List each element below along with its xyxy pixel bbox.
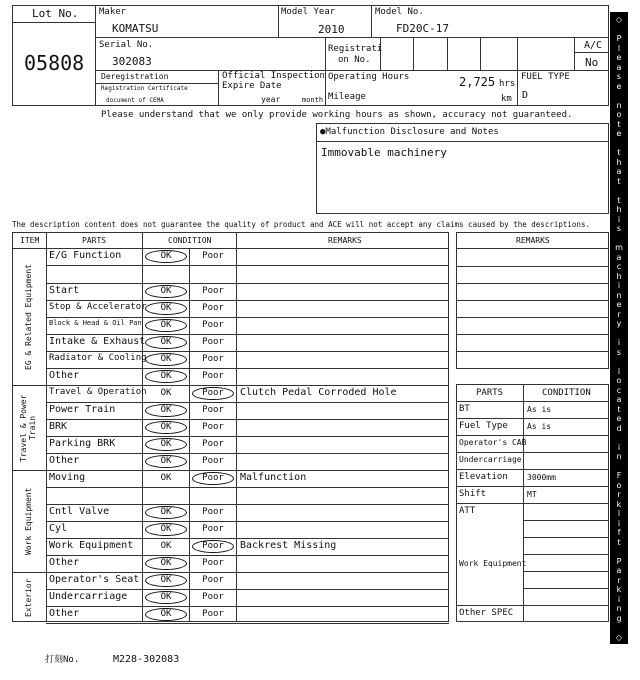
poor-option[interactable]: Poor: [202, 609, 224, 619]
month-label: month: [302, 96, 324, 104]
group-travel-label: Travel & Power Train: [19, 394, 37, 462]
poor-option[interactable]: Poor: [192, 387, 234, 400]
sidebar-notice: [610, 12, 628, 644]
sidebar-char: t: [617, 176, 621, 186]
malfunction-text: Immovable machinery: [321, 146, 447, 159]
poor-option[interactable]: Poor: [202, 439, 224, 449]
ok-option[interactable]: OK: [145, 404, 187, 417]
row-part-label: Cyl: [49, 523, 68, 534]
group-eg-label: EG & Related Equipment: [24, 264, 33, 371]
spec-att-label: ATT: [459, 506, 476, 516]
sidebar-char: t: [617, 148, 621, 158]
registration-cert-label: Registration Certificate: [101, 85, 188, 92]
group-exterior-label: Exterior: [24, 578, 33, 618]
ok-option[interactable]: OK: [145, 438, 187, 451]
mileage-label: Mileage: [328, 92, 366, 102]
row-part-label: Travel & Operation: [49, 387, 147, 397]
sidebar-char: t: [617, 195, 621, 205]
row-part-label: Start: [49, 285, 80, 296]
poor-option[interactable]: Poor: [202, 405, 224, 415]
group-work-label: Work Equipment: [24, 487, 33, 555]
disclaimer-text: The description content does not guarantee the quality of product and ACE will not accept any claims caused by the descriptions.: [12, 220, 590, 229]
sidebar-char: r: [617, 309, 621, 319]
spec-other-label: Other SPEC: [459, 608, 514, 618]
row-part-label: Block & Head & Oil Pan: [49, 319, 142, 327]
sidebar-char: h: [616, 157, 622, 167]
model-year-value: 2010: [318, 23, 345, 36]
ok-option[interactable]: OK: [145, 336, 187, 349]
sidebar-char: d: [616, 423, 622, 433]
table-row: [46, 283, 449, 300]
sidebar-char: o: [616, 110, 622, 120]
year-label: year: [261, 95, 281, 104]
ok-option[interactable]: OK: [145, 557, 187, 570]
sidebar-char: e: [616, 129, 622, 139]
model-no-value: FD20C-17: [396, 22, 449, 35]
row-part-label: Undercarriage: [49, 591, 128, 602]
sidebar-char: y: [616, 319, 622, 329]
stamp-label: 打刻No.: [45, 655, 80, 665]
row-part-label: Other: [49, 455, 80, 466]
sidebar-char: o: [616, 480, 622, 490]
spec-parts-header: PARTS: [476, 388, 504, 398]
registration-label-2: on No.: [338, 55, 371, 65]
item-header: ITEM: [20, 236, 40, 245]
sidebar-char: n: [616, 452, 622, 462]
ok-option[interactable]: OK: [145, 608, 187, 621]
sidebar-char: k: [616, 585, 622, 595]
row-part-label: Cntl Valve: [49, 506, 110, 517]
spec-shift-label: Shift: [459, 489, 487, 499]
deregistration-label: Deregistration: [101, 72, 169, 81]
row-part-label: Other: [49, 370, 80, 381]
poor-option[interactable]: Poor: [202, 507, 224, 517]
ok-option[interactable]: OK: [145, 574, 187, 587]
sidebar-char: l: [617, 366, 621, 376]
ok-option[interactable]: OK: [145, 319, 187, 332]
sidebar-char: ◇: [615, 633, 623, 642]
sidebar-char: i: [617, 214, 621, 224]
sidebar-char: ◇: [615, 15, 623, 24]
model-year-label: Model Year: [281, 7, 336, 17]
sidebar-char: k: [616, 499, 622, 509]
spec-fuel-value: As is: [527, 422, 552, 431]
sidebar-char: n: [616, 604, 622, 614]
sidebar-char: n: [616, 290, 622, 300]
mileage-unit: km: [501, 94, 512, 104]
ok-option[interactable]: OK: [160, 388, 172, 398]
row-part-label: Radiator & Cooling: [49, 353, 147, 363]
ok-option[interactable]: OK: [145, 285, 187, 298]
parts-header: PARTS: [82, 236, 107, 245]
poor-option[interactable]: Poor: [192, 540, 234, 553]
spec-work-equipment-label: Work Equipment: [459, 559, 527, 568]
poor-option[interactable]: Poor: [202, 592, 224, 602]
poor-option[interactable]: Poor: [202, 303, 224, 313]
poor-option[interactable]: Poor: [202, 286, 224, 296]
ok-option[interactable]: OK: [145, 421, 187, 434]
sidebar-char: e: [616, 300, 622, 310]
spec-undercarriage-label: Undercarriage: [459, 455, 522, 464]
sidebar-char: a: [616, 252, 622, 262]
poor-option[interactable]: Poor: [202, 337, 224, 347]
notice-text: Please understand that we only provide working hours as shown, accuracy not guaranteed.: [101, 110, 573, 120]
table-row: [46, 368, 449, 385]
sidebar-char: i: [617, 338, 621, 348]
table-row: [46, 419, 449, 436]
serial-label: Serial No.: [99, 40, 154, 50]
sidebar-char: F: [616, 471, 622, 481]
remarks-header-2: REMARKS: [516, 236, 550, 245]
sidebar-char: h: [616, 205, 622, 215]
maker-label: Maker: [99, 7, 127, 17]
sidebar-char: c: [616, 385, 622, 395]
fuel-type-label: FUEL TYPE: [521, 72, 570, 82]
lot-label: Lot No.: [32, 7, 79, 20]
sidebar-char: i: [617, 518, 621, 528]
row-part-label: Parking BRK: [49, 438, 116, 449]
spec-elevation-value: 3000mm: [527, 473, 556, 482]
model-no-label: Model No.: [375, 7, 424, 17]
ok-option[interactable]: OK: [145, 523, 187, 536]
poor-option[interactable]: Poor: [202, 456, 224, 466]
sidebar-char: f: [617, 528, 621, 538]
ok-option[interactable]: OK: [145, 506, 187, 519]
row-remark: Clutch Pedal Corroded Hole: [240, 387, 397, 398]
row-part-label: Work Equipment: [49, 540, 134, 551]
cema-label: document of CEMA: [106, 97, 164, 104]
sidebar-char: o: [616, 376, 622, 386]
spec-shift-value: MT: [527, 490, 537, 499]
row-part-label: Moving: [49, 472, 86, 483]
sidebar-char: t: [617, 537, 621, 547]
inspection-label: Official Inspection: [222, 71, 325, 81]
poor-option[interactable]: Poor: [202, 354, 224, 364]
sidebar-char: h: [616, 271, 622, 281]
sidebar-char: a: [616, 62, 622, 72]
malfunction-title: ●Malfunction Disclosure and Notes: [320, 127, 499, 137]
lot-number: 05808: [24, 51, 85, 75]
row-part-label: Other: [49, 608, 80, 619]
sidebar-char: a: [616, 395, 622, 405]
serial-value: 302083: [112, 55, 152, 68]
table-row: [46, 521, 449, 538]
table-row: [46, 453, 449, 470]
operating-hours-label: Operating Hours: [328, 72, 410, 82]
sidebar-char: a: [616, 566, 622, 576]
stamp-number: M228-302083: [113, 654, 180, 665]
sidebar-char: s: [616, 72, 622, 82]
sidebar-char: l: [617, 509, 621, 519]
sidebar-char: g: [616, 613, 622, 623]
remarks-header: REMARKS: [328, 236, 362, 245]
spec-bt-value: As is: [527, 405, 552, 414]
poor-option[interactable]: Poor: [202, 558, 224, 568]
poor-option[interactable]: Poor: [202, 422, 224, 432]
fuel-type-value: D: [522, 90, 529, 101]
sidebar-char: r: [617, 575, 621, 585]
row-remark: Malfunction: [240, 472, 307, 483]
sidebar-char: m: [615, 243, 623, 253]
row-part-label: Power Train: [49, 404, 116, 415]
ok-option[interactable]: OK: [145, 302, 187, 315]
sidebar-char: c: [616, 262, 622, 272]
ok-option[interactable]: OK: [145, 455, 187, 468]
row-part-label: E/G Function: [49, 250, 122, 261]
spec-elevation-label: Elevation: [459, 472, 508, 482]
sidebar-char: n: [616, 100, 622, 110]
row-part-label: Stop & Accelerator: [49, 302, 147, 312]
sidebar-char: l: [617, 43, 621, 53]
sidebar-char: i: [617, 594, 621, 604]
ok-option[interactable]: OK: [160, 541, 172, 551]
row-part-label: Other: [49, 557, 80, 568]
poor-option[interactable]: Poor: [202, 251, 224, 261]
table-row: [46, 606, 449, 623]
sidebar-char: t: [617, 404, 621, 414]
table-row: [46, 555, 449, 572]
condition-header: CONDITION: [168, 236, 212, 245]
sidebar-char: t: [617, 119, 621, 129]
maker-value: KOMATSU: [112, 22, 159, 35]
inspection-label-2: Expire Date: [222, 81, 282, 91]
ok-option[interactable]: OK: [145, 250, 187, 263]
sidebar-char: i: [617, 281, 621, 291]
sidebar-char: e: [616, 414, 622, 424]
row-part-label: Intake & Exhaust: [49, 336, 146, 347]
sidebar-char: s: [616, 347, 622, 357]
table-row: [46, 266, 449, 283]
ac-value: No: [585, 56, 599, 69]
ac-label: A/C: [584, 40, 603, 51]
hours-unit: hrs: [499, 79, 516, 89]
spec-bt-label: BT: [459, 404, 470, 414]
poor-option[interactable]: Poor: [192, 472, 234, 485]
ok-option[interactable]: OK: [145, 591, 187, 604]
ok-option[interactable]: OK: [160, 473, 172, 483]
sidebar-char: a: [616, 167, 622, 177]
poor-option[interactable]: Poor: [202, 575, 224, 585]
registration-label: Registrati: [328, 44, 383, 54]
poor-option[interactable]: Poor: [202, 524, 224, 534]
spec-cab-label: Operator's CAB: [459, 438, 527, 447]
ok-option[interactable]: OK: [145, 353, 187, 366]
row-part-label: Operator's Seat: [49, 574, 140, 585]
row-part-label: BRK: [49, 421, 68, 432]
poor-option[interactable]: Poor: [202, 371, 224, 381]
sidebar-char: P: [616, 34, 622, 43]
table-row: [46, 487, 449, 504]
spec-condition-header: CONDITION: [542, 388, 591, 398]
poor-option[interactable]: Poor: [202, 320, 224, 330]
operating-hours-value: 2,725: [459, 75, 496, 89]
sidebar-char: r: [617, 490, 621, 500]
sidebar-char: e: [616, 53, 622, 63]
sidebar-char: s: [616, 224, 622, 234]
spec-fuel-label: Fuel Type: [459, 421, 508, 431]
sidebar-char: e: [616, 81, 622, 91]
sidebar-char: i: [617, 442, 621, 452]
sidebar-char: P: [616, 556, 622, 566]
ok-option[interactable]: OK: [145, 370, 187, 383]
row-remark: Backrest Missing: [240, 540, 337, 551]
